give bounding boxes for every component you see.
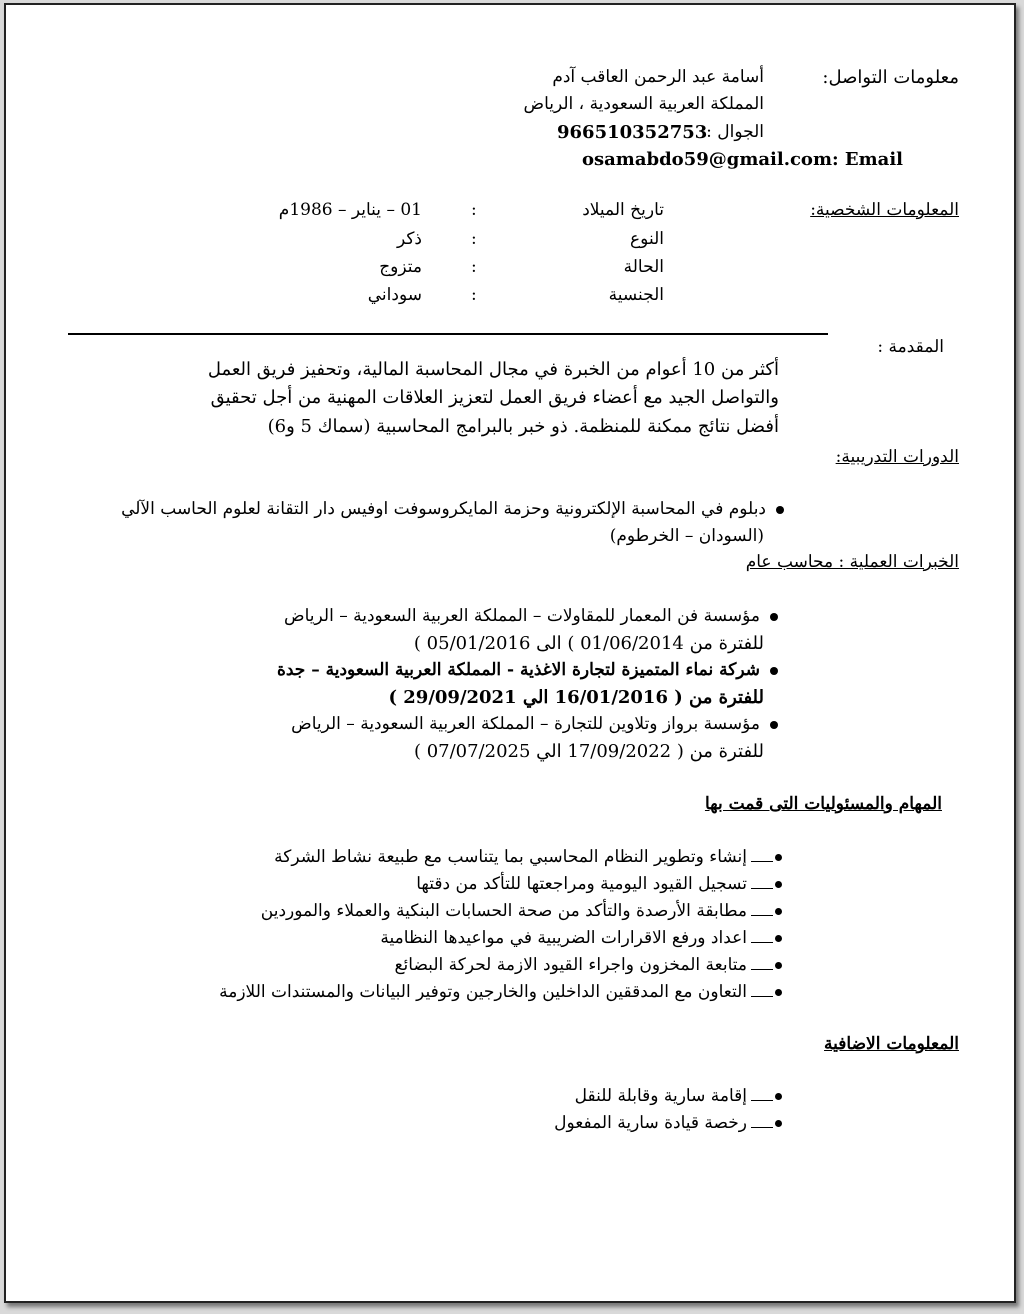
- contact-email[interactable]: osamabdo59@gmail.com: Email: [582, 149, 904, 170]
- tasks-heading: المهام والمسئوليات التى قمت بها: [704, 794, 942, 814]
- contact-phone: 966510352753: [557, 122, 708, 143]
- contact-location: المملكة العربية السعودية ، الرياض: [523, 94, 764, 114]
- intro-heading: المقدمة :: [877, 337, 944, 357]
- bullet-icon: [751, 853, 782, 862]
- section-divider: [68, 333, 828, 335]
- resume-page: معلومات التواصل: أسامة عبد الرحمن العاقب آدم المملكة العربية السعودية ، الرياض الجوال : 966510352753 osamabdo59@gmail.com: Email المعلومات الشخصية: تاريخ الميلاد : 01 – يناير – 1986م النوع : ذكر الحالة : متزوج الجنسية : سوداني المقدمة : أكثر من 10 أعوام من الخبرة في مجال المحاسبة المالية، وتحفيز فريق العمل والتواصل الجيد مع أعضاء فريق العمل لتعزيز العلاقات المهنية من أجل تحقيق أفضل نتائج ممكنة للمنظمة. ذو خبر بالبرامج المحاسبية (سماك 5 و6) الدورات التدريبية: دبلوم في المحاسبة الإلكترونية وحزمة المايكروسوفت اوفيس دار التقانة لعلوم الحاسب الآلي (السودان – الخرطوم) الخبرات العملية : محاسب عام مؤسسة فن المعمار للمقاولات – المملكة العربية السعودية – الرياض للفترة من 01/06/2014 ) الى 05/01/2016 ) شركة نماء المتميزة لتجارة الاغذية - المملكة العربية السعودية – جدة للفترة من ( 16/01/2016 الي 29/09/2021 ) مؤسسة برواز وتلاوين للتجارة – المملكة العربية السعودية – الرياض للفترة من ( 17/09/2022 الي 07/07/2025 ) المهام والمسئوليات التى قمت بها إنشاء وتطوير النظام المحاسبي بما يتناسب مع طبيعة نشاط الشركة تسجيل القيود اليومية ومراجعتها للتأكد من دقتها مطابقة الأرصدة والتأكد من صحة الحسابات البنكية والعملاء والموردين اعداد ورفع الاقرارات الضريبية في مواعيدها النظامية متابعة المخزون واجراء القيود الازمة لحركة البضائع التعاون مع المدققين الداخلين والخارجين وتوفير البيانات والمستندات اللازمة المعلومات الاضافية إقامة سارية وقابلة للنقل رخصة قيادة سارية المفعول: [4, 3, 1016, 1303]
- bullet-icon: [751, 988, 782, 997]
- bullet-icon: [770, 613, 778, 621]
- task-item-2: تسجيل القيود اليومية ومراجعتها للتأكد من دقتها: [416, 874, 782, 894]
- bullet-icon: [751, 880, 782, 889]
- intro-line-2: والتواصل الجيد مع أعضاء فريق العمل لتعزيز العلاقات المهنية من أجل تحقيق: [210, 387, 779, 408]
- bullet-icon: [751, 907, 782, 916]
- task-item-1: إنشاء وتطوير النظام المحاسبي بما يتناسب مع طبيعة نشاط الشركة: [274, 847, 782, 867]
- bullet-icon: [770, 721, 778, 729]
- job-1-period: للفترة من 01/06/2014 ) الى 05/01/2016 ): [413, 633, 764, 654]
- job-3-period: للفترة من ( 17/09/2022 الي 07/07/2025 ): [413, 741, 764, 762]
- bullet-icon: [776, 506, 784, 514]
- additional-heading: المعلومات الاضافية: [824, 1034, 959, 1054]
- job-3-company: مؤسسة برواز وتلاوين للتجارة – المملكة العربية السعودية – الرياض: [291, 714, 778, 734]
- bullet-icon: [751, 1092, 782, 1101]
- bullet-icon: [751, 1119, 782, 1128]
- job-1-company: مؤسسة فن المعمار للمقاولات – المملكة العربية السعودية – الرياض: [284, 606, 778, 626]
- bullet-icon: [751, 961, 782, 970]
- course-item: دبلوم في المحاسبة الإلكترونية وحزمة المايكروسوفت اوفيس دار التقانة لعلوم الحاسب الآلي: [121, 499, 784, 519]
- intro-line-3: أفضل نتائج ممكنة للمنظمة. ذو خبر بالبرامج المحاسبية (سماك 5 و6): [267, 416, 779, 437]
- course-item-location: (السودان – الخرطوم): [609, 526, 764, 546]
- task-item-6: التعاون مع المدققين الداخلين والخارجين وتوفير البيانات والمستندات اللازمة: [219, 982, 782, 1002]
- courses-heading: الدورات التدريبية:: [835, 447, 959, 467]
- bullet-icon: [770, 667, 778, 675]
- task-item-4: اعداد ورفع الاقرارات الضريبية في مواعيدها النظامية: [380, 928, 782, 948]
- task-item-3: مطابقة الأرصدة والتأكد من صحة الحسابات البنكية والعملاء والموردين: [261, 901, 782, 921]
- intro-line-1: أكثر من 10 أعوام من الخبرة في مجال المحاسبة المالية، وتحفيز فريق العمل: [207, 359, 779, 380]
- personal-heading: المعلومات الشخصية:: [810, 200, 959, 220]
- job-2-company: شركة نماء المتميزة لتجارة الاغذية - المملكة العربية السعودية – جدة: [277, 660, 778, 680]
- bullet-icon: [751, 934, 782, 943]
- contact-phone-label: الجوال :: [706, 122, 764, 142]
- task-item-5: متابعة المخزون واجراء القيود الازمة لحركة البضائع: [394, 955, 782, 975]
- contact-heading: معلومات التواصل:: [822, 67, 959, 88]
- additional-item-2: رخصة قيادة سارية المفعول: [554, 1113, 782, 1133]
- experience-heading: الخبرات العملية : محاسب عام: [745, 552, 959, 572]
- job-2-period: للفترة من ( 16/01/2016 الي 29/09/2021 ): [388, 687, 764, 708]
- additional-item-1: إقامة سارية وقابلة للنقل: [575, 1086, 782, 1106]
- contact-name: أسامة عبد الرحمن العاقب آدم: [552, 67, 764, 87]
